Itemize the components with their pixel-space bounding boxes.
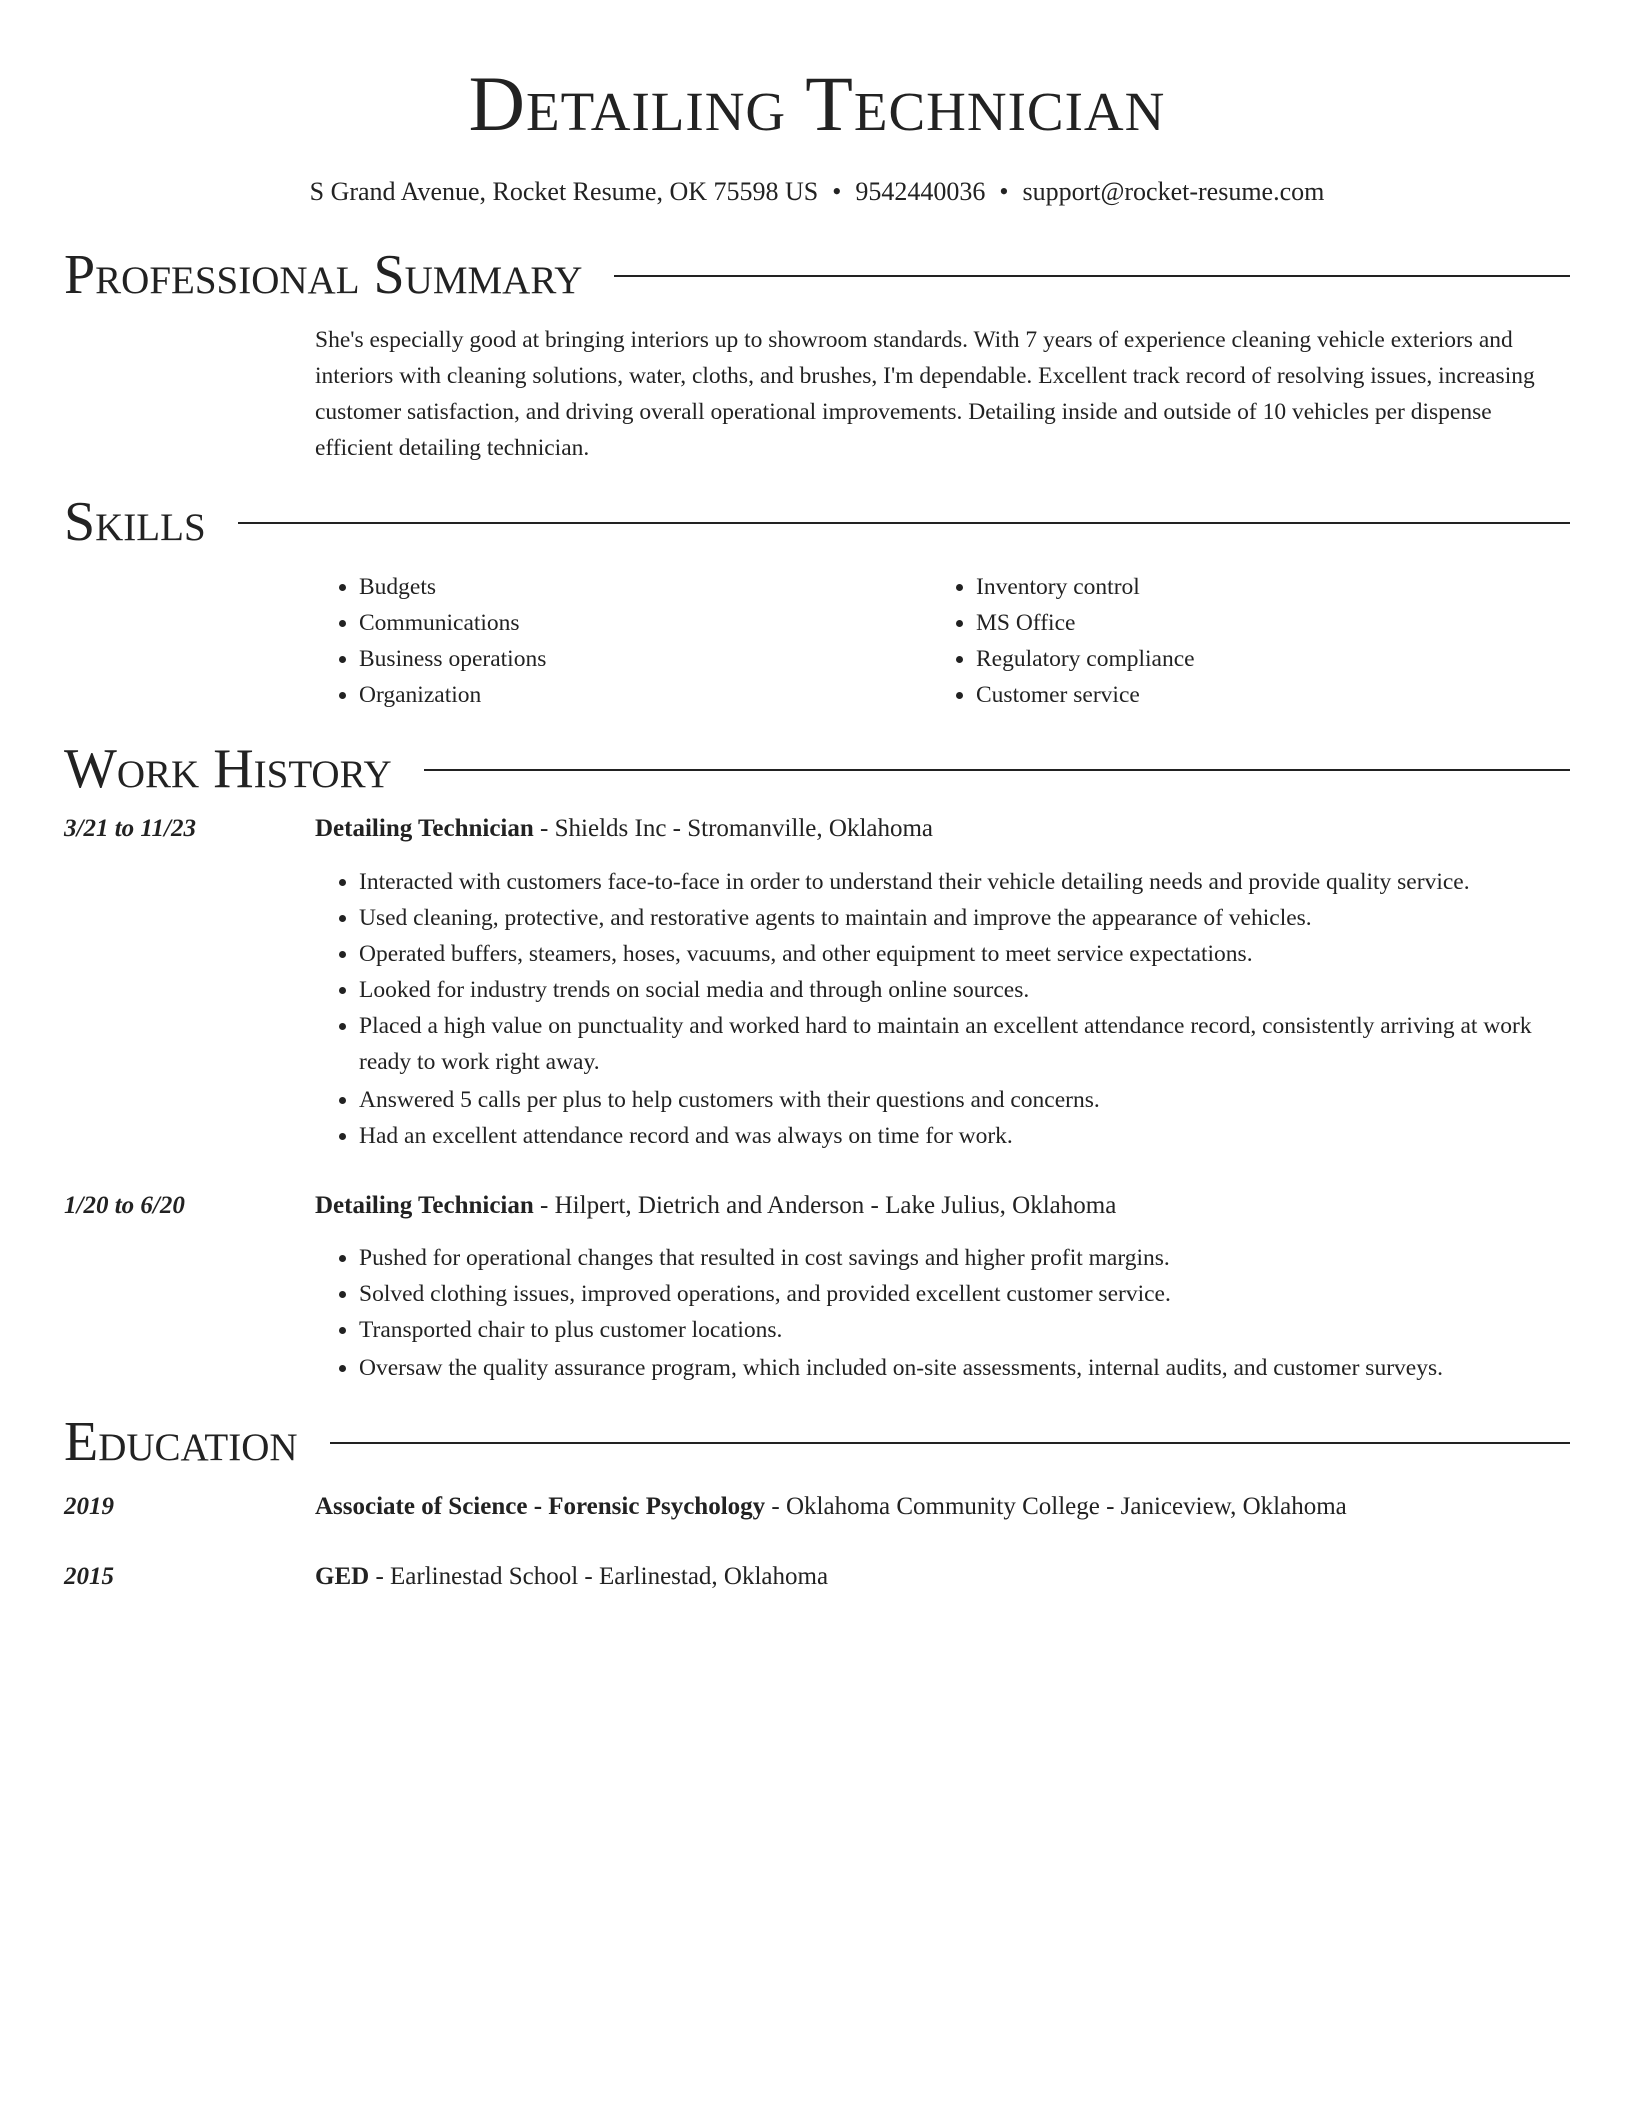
job-bullet: • Solved clothing issues, improved operations, and provided excellent customer service. bbox=[359, 1276, 1570, 1312]
job-bullets bbox=[315, 864, 1570, 1154]
education-degree: GED bbox=[315, 1563, 370, 1590]
skills-column-right bbox=[932, 569, 1549, 713]
work-section-title: Work History bbox=[64, 738, 392, 800]
education-entry bbox=[64, 1489, 1570, 1525]
skills-list-left bbox=[315, 569, 932, 713]
job-bullet: • Had an excellent attendance record and was always on time for work. bbox=[359, 1118, 1570, 1154]
job-bullet: • Oversaw the quality assurance program, which included on-site assessments, internal audits, and customer surveys. bbox=[359, 1350, 1570, 1386]
education-body bbox=[315, 1559, 1570, 1595]
job-heading bbox=[315, 1188, 1570, 1224]
contact-separator: • bbox=[832, 177, 842, 206]
section-divider bbox=[614, 275, 1570, 277]
section-divider bbox=[424, 769, 1570, 771]
skills-column-left bbox=[315, 569, 932, 713]
job-bullets bbox=[315, 1240, 1570, 1386]
skill-item: • Regulatory compliance bbox=[976, 641, 1549, 677]
skill-item: • Communications bbox=[359, 605, 932, 641]
contact-phone: 9542440036 bbox=[855, 177, 986, 206]
job-position: Detailing Technician bbox=[315, 815, 534, 842]
job-bullet: • Operated buffers, steamers, hoses, vacuums, and other equipment to meet service expectations. bbox=[359, 936, 1570, 972]
job-dates: 3/21 to 11/23 bbox=[64, 815, 196, 842]
contact-line bbox=[64, 176, 1570, 208]
summary-section-title: Professional Summary bbox=[64, 244, 583, 306]
skills-section bbox=[315, 569, 1570, 713]
summary-section bbox=[315, 322, 1570, 466]
job-body bbox=[315, 1188, 1570, 1386]
job-bullet: • Interacted with customers face-to-face in order to understand their vehicle detailing needs and provide quality service. bbox=[359, 864, 1570, 900]
job-details: - Shields Inc - Stromanville, Oklahoma bbox=[533, 815, 934, 842]
education-year: 2015 bbox=[64, 1563, 114, 1590]
education-body bbox=[315, 1489, 1570, 1525]
job-entry bbox=[64, 811, 1570, 1154]
job-entry bbox=[64, 1188, 1570, 1386]
job-details: - Hilpert, Dietrich and Anderson - Lake Julius, Oklahoma bbox=[533, 1192, 1117, 1219]
contact-email: support@rocket-resume.com bbox=[1022, 177, 1325, 206]
job-position: Detailing Technician bbox=[315, 1192, 534, 1219]
education-heading bbox=[315, 1559, 1570, 1595]
contact-address: S Grand Avenue, Rocket Resume, OK 75598 US bbox=[309, 177, 819, 206]
summary-section-header bbox=[64, 241, 1570, 309]
skill-item: • Customer service bbox=[976, 677, 1549, 713]
education-degree: Associate of Science - Forensic Psychology bbox=[315, 1493, 766, 1520]
education-year: 2019 bbox=[64, 1493, 114, 1520]
skills-columns bbox=[315, 569, 1570, 713]
job-bullet: • Transported chair to plus customer locations. bbox=[359, 1312, 1570, 1348]
contact-separator: • bbox=[999, 177, 1009, 206]
education-section-title: Education bbox=[64, 1411, 298, 1473]
candidate-name: Detailing Technician bbox=[468, 60, 1166, 147]
job-body bbox=[315, 811, 1570, 1154]
job-bullet: • Placed a high value on punctuality and worked hard to maintain an excellent attendance record, consistently arriving at work ready to work right away. bbox=[359, 1008, 1570, 1080]
skill-item: • Business operations bbox=[359, 641, 932, 677]
skill-item: • Inventory control bbox=[976, 569, 1549, 605]
education-details: - Earlinestad School - Earlinestad, Oklahoma bbox=[369, 1563, 829, 1590]
education-entry bbox=[64, 1559, 1570, 1595]
job-bullet: • Looked for industry trends on social media and through online sources. bbox=[359, 972, 1570, 1008]
job-bullet: • Answered 5 calls per plus to help customers with their questions and concerns. bbox=[359, 1082, 1570, 1118]
job-bullet: • Pushed for operational changes that resulted in cost savings and higher profit margins. bbox=[359, 1240, 1570, 1276]
section-divider bbox=[238, 522, 1570, 524]
job-dates: 1/20 to 6/20 bbox=[64, 1192, 185, 1219]
summary-text: She's especially good at bringing interiors up to showroom standards. With 7 years of experience cleaning vehicle exteriors and interiors with cleaning solutions, water, cloths, and brushes, I'm dependable. Excellent track record of resolving issues, increasing customer satisfaction, and driving overall operational improvements. Detailing inside and outside of 10 vehicles per dispense efficient detailing technician. bbox=[315, 327, 1535, 461]
section-divider bbox=[330, 1442, 1570, 1444]
skill-item: • Budgets bbox=[359, 569, 932, 605]
work-section-header bbox=[64, 735, 1570, 803]
skill-item: • Organization bbox=[359, 677, 932, 713]
job-heading bbox=[315, 811, 1570, 847]
skills-section-header bbox=[64, 488, 1570, 556]
job-bullet: • Used cleaning, protective, and restorative agents to maintain and improve the appearance of vehicles. bbox=[359, 900, 1570, 936]
skill-item: • MS Office bbox=[976, 605, 1549, 641]
education-heading bbox=[315, 1489, 1570, 1525]
skills-section-title: Skills bbox=[64, 491, 206, 553]
education-section-header bbox=[64, 1408, 1570, 1476]
education-details: - Oklahoma Community College - Janiceview, Oklahoma bbox=[765, 1493, 1347, 1520]
skills-list-right bbox=[932, 569, 1549, 713]
